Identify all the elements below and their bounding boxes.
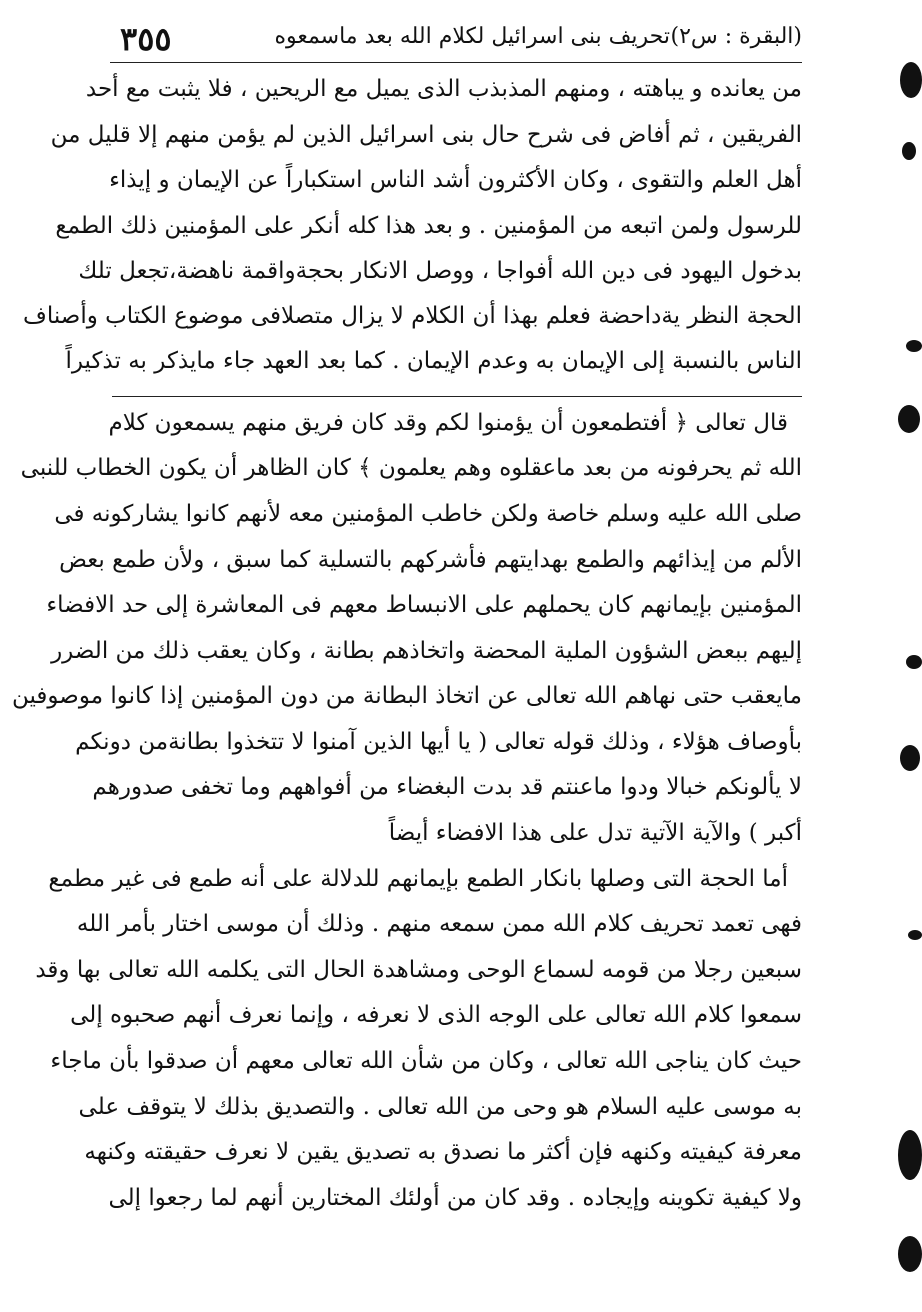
text-line: الفريقين ، ثم أفاض فى شرح حال بنى اسرائيل الذين لم يؤمن منهم إلا قليل من	[50, 122, 802, 148]
ink-blot	[900, 62, 922, 98]
ink-blot	[898, 405, 920, 433]
text-line: مايعقب حتى نهاهم الله تعالى عن اتخاذ البطانة من دون المؤمنين إذا كانوا موصوفين	[11, 683, 802, 709]
ink-blot	[898, 1236, 922, 1272]
ink-blot	[906, 655, 922, 669]
text-line: صلى الله عليه وسلم خاصة ولكن خاطب المؤمنين معه لأنهم كانوا يشاركونه فى	[54, 501, 802, 527]
text-line: سمعوا كلام الله تعالى على الوجه الذى لا نعرفه ، وإنما نعرف أنهم صحبوه إلى	[70, 1002, 802, 1028]
text-line: إليهم ببعض الشؤون الملية المحضة واتخاذهم بطانة ، وكان يعقب ذلك من الضرر	[51, 638, 802, 664]
page-header	[112, 20, 802, 62]
section-divider	[112, 396, 802, 397]
text-line: الحجة النظر يةداحضة فعلم بهذا أن الكلام لا يزال متصلافى موضوع الكتاب وأصناف	[23, 303, 802, 329]
text-line: فهى تعمد تحريف كلام الله ممن سمعه منهم . وذلك أن موسى اختار بأمر الله	[76, 911, 802, 937]
ink-blot	[908, 930, 922, 940]
text-line: أكبر ) والآية الآتية تدل على هذا الافضاء أيضاً	[388, 820, 802, 846]
text-line: قال تعالى ﴿ أفتطمعون أن يؤمنوا لكم وقد كان فريق منهم يسمعون كلام	[108, 410, 788, 436]
text-line: أما الحجة التى وصلها بانكار الطمع بإيمانهم للدلالة على أنه طمع فى غير مطمع	[48, 866, 788, 892]
running-title: تحريف بنى اسرائيل لكلام الله بعد ماسمعوه	[274, 24, 670, 49]
text-line: بأوصاف هؤلاء ، وذلك قوله تعالى ( يا أيها الذين آمنوا لا تتخذوا بطانةمن دونكم	[75, 729, 802, 755]
text-line: الله ثم يحرفونه من بعد ماعقلوه وهم يعلمون ﴾ كان الظاهر أن يكون الخطاب للنبى	[20, 455, 802, 481]
surah-reference: (البقرة : س٢)	[670, 24, 802, 49]
text-line: سبعين رجلا من قومه لسماع الوحى ومشاهدة الحال التى يكلمه الله تعالى بها وقد	[35, 957, 802, 983]
text-line: للرسول ولمن اتبعه من المؤمنين . و بعد هذا كله أنكر على المؤمنين ذلك الطمع	[55, 213, 802, 239]
ink-blot	[900, 745, 920, 771]
text-line: الناس بالنسبة إلى الإيمان به وعدم الإيمان . كما بعد العهد جاء مايذكر به تذكيراً	[65, 348, 802, 374]
text-line: معرفة كيفيته وكنهه فإن أكثر ما نصدق به تصديق يقين لا نعرف حقيقته وكنهه	[84, 1139, 802, 1165]
text-line: أهل العلم والتقوى ، وكان الأكثرون أشد الناس استكباراً عن الإيمان و إيذاء	[109, 167, 802, 193]
text-line: الألم من إيذائهم والطمع بهدايتهم فأشركهم بالتسلية كما سبق ، ولأن طمع بعض	[59, 547, 802, 573]
ink-blot	[902, 142, 916, 160]
page-number: ٣٥٥	[120, 20, 172, 58]
text-line: بدخول اليهود فى دين الله أفواجا ، ووصل الانكار بحجةواقمة ناهضة،تجعل تلك	[78, 258, 802, 284]
text-line: لا يألونكم خبالا ودوا ماعنتم قد بدت البغضاء من أفواههم وما تخفى صدورهم	[92, 774, 802, 800]
text-line: حيث كان يناجى الله تعالى ، وكان من شأن الله تعالى معهم أن صدقوا بأن ماجاء	[50, 1048, 802, 1074]
ink-blot	[906, 340, 922, 352]
text-line: ولا كيفية تكوينه وإيجاده . وقد كان من أولئك المختارين أنهم لما رجعوا إلى	[108, 1185, 802, 1211]
header-rule	[110, 62, 802, 63]
text-line: به موسى عليه السلام هو وحى من الله تعالى . والتصديق بذلك لا يتوقف على	[78, 1094, 802, 1120]
text-line: المؤمنين بإيمانهم كان يحملهم على الانبساط معهم فى المعاشرة إلى حد الافضاء	[46, 592, 802, 618]
text-line: من يعانده و يباهته ، ومنهم المذبذب الذى يميل مع الريحين ، فلا يثبت مع أحد	[85, 76, 802, 102]
ink-blot	[898, 1130, 922, 1180]
